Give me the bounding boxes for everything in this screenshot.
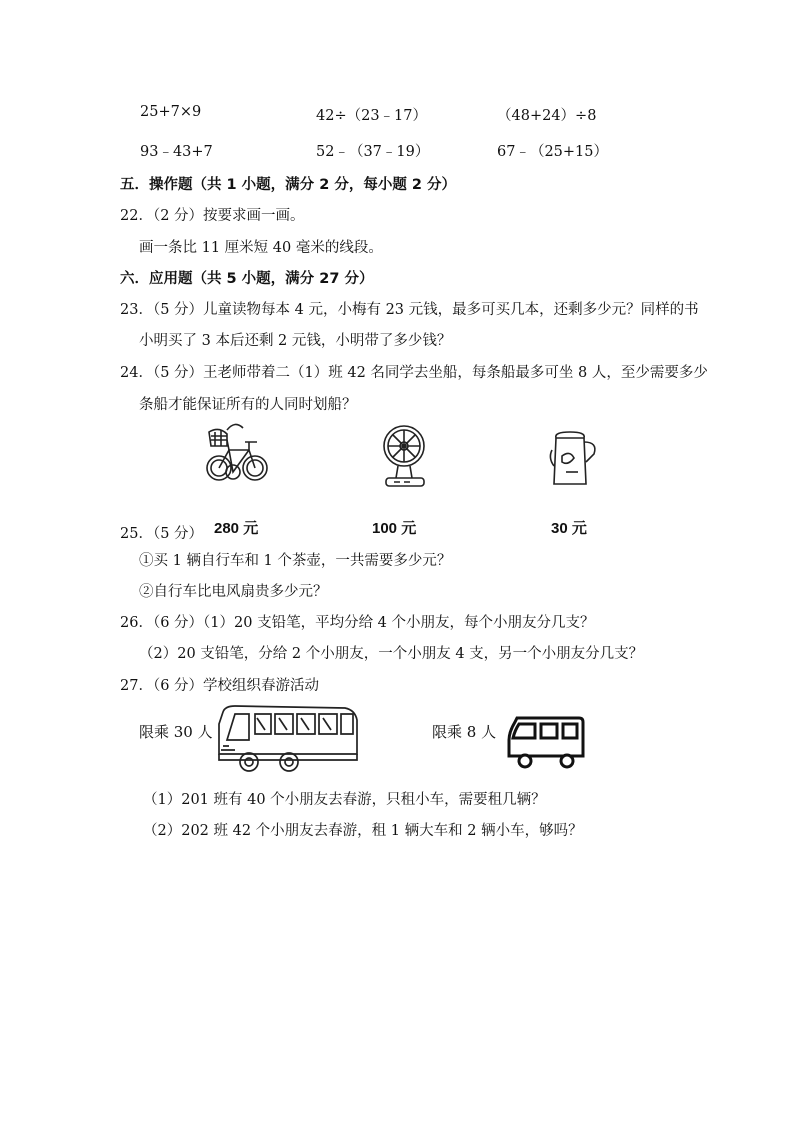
kettle-icon [548, 428, 600, 490]
calc-4: 93﹣43+7 [140, 144, 213, 160]
q24-line1: 24．（5 分）王老师带着二（1）班 42 名同学去坐船，每条船最多可坐 8 人，至少需要多少 [120, 365, 708, 381]
q22-body: 画一条比 11 厘米短 40 毫米的线段。 [139, 240, 383, 256]
q26-line1: 26．（6 分）（1）20 支铅笔，平均分给 4 个小朋友，每个小朋友分几支？ [120, 615, 595, 631]
q23-line2: 小明买了 3 本后还剩 2 元钱，小明带了多少钱？ [139, 333, 452, 349]
calc-3: （48+24）÷8 [497, 108, 597, 124]
q27-sub1: （1）201 班有 40 个小朋友去春游，只租小车，需要租几辆？ [143, 792, 546, 808]
price-kettle: 30 元 [551, 520, 587, 537]
calc-6: 67﹣（25+15） [497, 144, 609, 160]
calc-5: 52﹣（37﹣19） [316, 144, 430, 160]
q25-sub1: ①买 1 辆自行车和 1 个茶壶，一共需要多少元？ [139, 553, 452, 569]
bus-limit-label: 限乘 30 人 [139, 723, 213, 741]
q27-head: 27．（6 分）学校组织春游活动 [120, 678, 320, 694]
van-icon [505, 716, 585, 772]
q24-line2: 条船才能保证所有的人同时划船？ [139, 397, 357, 413]
van-limit-label: 限乘 8 人 [432, 723, 497, 741]
q22-head: 22．（2 分）按要求画一画。 [120, 208, 305, 224]
q25-label: 25．（5 分） [120, 526, 204, 542]
calc-2: 42÷（23﹣17） [316, 108, 428, 124]
calc-1: 25+7×9 [140, 104, 202, 120]
bus-icon [215, 704, 360, 774]
q25-sub2: ②自行车比电风扇贵多少元？ [139, 584, 328, 600]
q23-line1: 23．（5 分）儿童读物每本 4 元，小梅有 23 元钱，最多可买几本，还剩多少元？同样的书 [120, 302, 699, 318]
q27-sub2: （2）202 班 42 个小朋友去春游，租 1 辆大车和 2 辆小车，够吗？ [143, 823, 583, 839]
fan-icon [380, 424, 430, 488]
price-bicycle: 280 元 [214, 520, 259, 537]
price-fan: 100 元 [372, 520, 417, 537]
q26-line2: （2）20 支铅笔，分给 2 个小朋友，一个小朋友 4 支，另一个小朋友分几支？ [139, 646, 644, 662]
bicycle-icon [205, 420, 269, 490]
section6-heading: 六．应用题（共 5 小题，满分 27 分） [120, 271, 374, 287]
section5-heading: 五．操作题（共 1 小题，满分 2 分，每小题 2 分） [120, 177, 457, 193]
